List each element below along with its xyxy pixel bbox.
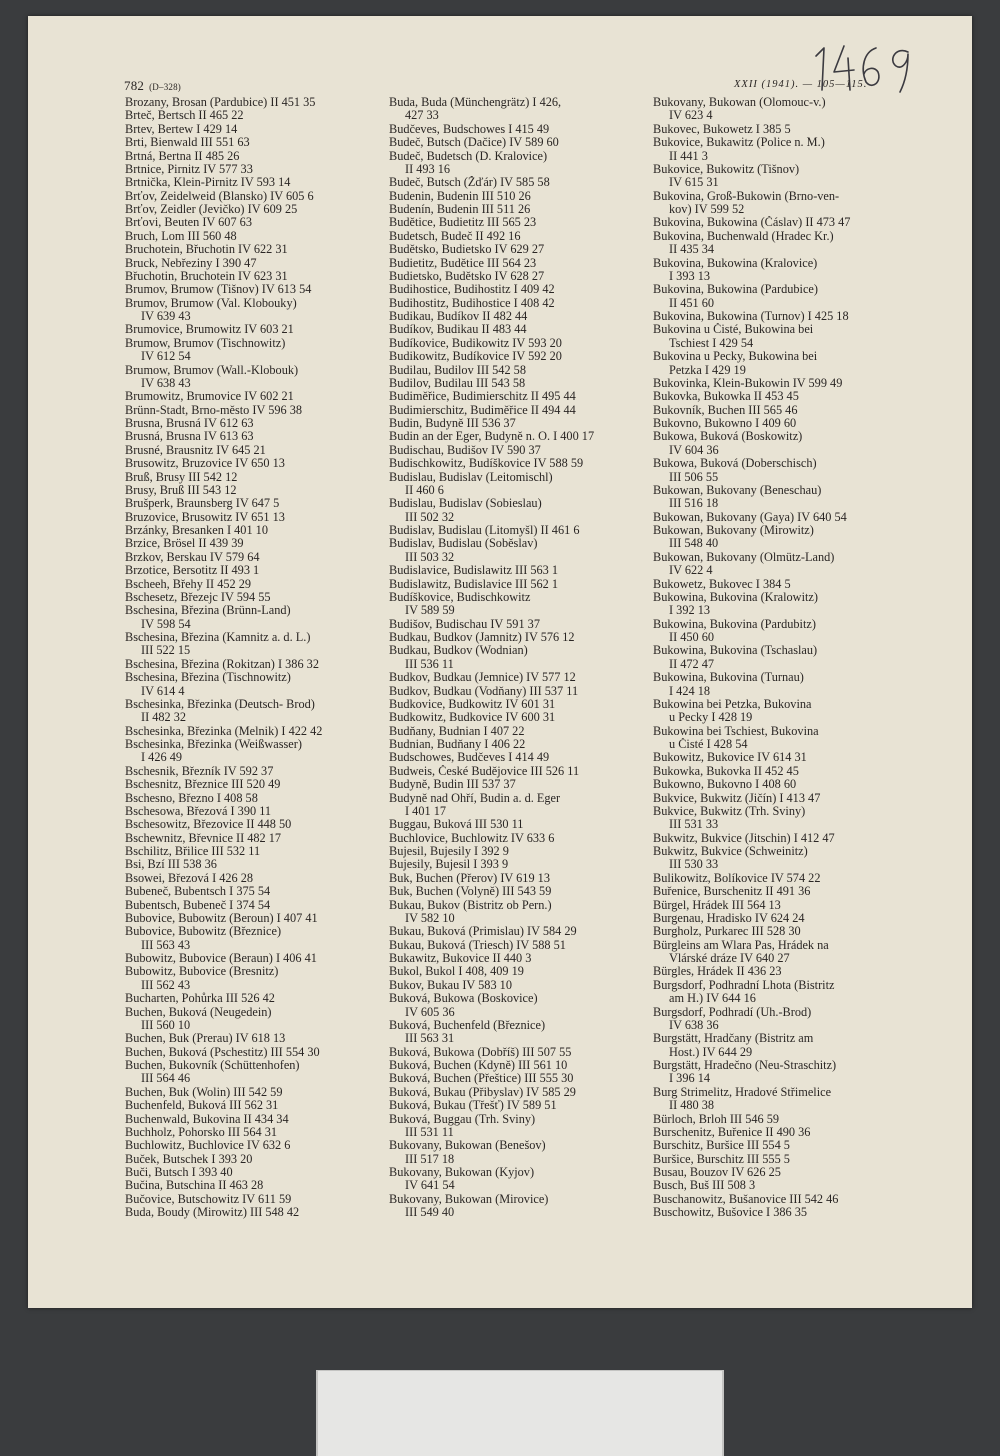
index-entry: Bukovina u Pecky, Bukowina bei: [653, 350, 818, 364]
index-entry-continuation: III 531 11: [405, 1125, 454, 1139]
index-entry: Bukovina, Bukowina (Turnov) I 425 18: [653, 310, 849, 323]
index-entry-continuation: u Čisté I 428 54: [669, 738, 748, 751]
index-entry-continuation: II 480 38: [669, 1099, 715, 1113]
index-entry: Brusowitz, Bruzovice IV 650 13: [125, 457, 285, 471]
index-entry: Bubovice, Bubowitz (Beroun) I 407 41: [125, 911, 318, 925]
index-entry: Bürgleins am Wlara Pas, Hrádek na: [653, 938, 829, 952]
index-entry: Budilau, Budilov III 542 58: [389, 363, 526, 377]
index-entry-continuation: Tschiest I 429 54: [669, 336, 754, 350]
index-entry-continuation: kov) IV 599 52: [669, 203, 745, 216]
index-entry: Buková, Bukau (Přibyslav) IV 585 29: [389, 1085, 576, 1099]
index-entry: Brumovice, Brumowitz IV 603 21: [125, 323, 294, 337]
index-entry-continuation: IV 605 36: [405, 1005, 455, 1019]
index-entry: Budischau, Budišov IV 590 37: [389, 443, 541, 457]
index-entry-continuation: IV 638 36: [669, 1018, 719, 1032]
index-entry: Budin, Budyně III 536 37: [389, 417, 516, 430]
index-entry: Burgstätt, Hradečno (Neu-Straschitz): [653, 1059, 837, 1072]
index-entry: Buchen, Buková (Pschestitz) III 554 30: [125, 1045, 320, 1059]
index-entry: Burgholz, Purkarec III 528 30: [653, 925, 801, 939]
index-entry: Brťovi, Beuten IV 607 63: [125, 216, 252, 230]
index-entry: Bruß, Brusy III 542 12: [125, 470, 238, 484]
index-entry-continuation: IV 614 4: [141, 684, 185, 698]
index-entry: Buková, Buchenfeld (Březnice): [389, 1018, 546, 1032]
index-entry-continuation: III 530 33: [669, 858, 719, 872]
index-entry-continuation: III 563 31: [405, 1032, 455, 1046]
index-entry: Bschesnik, Březník IV 592 37: [125, 764, 274, 778]
index-entry: Buková, Buchen (Kdyně) III 561 10: [389, 1059, 568, 1072]
index-entry-continuation: II 460 6: [405, 483, 444, 497]
index-entry-continuation: III 563 43: [141, 938, 191, 952]
index-entry: Budihostice, Budihostitz I 409 42: [389, 283, 555, 297]
index-entry: Brti, Bienwald III 551 63: [125, 136, 250, 150]
index-entry: Bukovník, Buchen III 565 46: [653, 403, 798, 417]
index-entry: Bukol, Bukol I 408, 409 19: [389, 965, 524, 979]
index-entry: Budiměřice, Budimierschitz II 495 44: [389, 390, 576, 404]
index-entry: Buchholz, Pohorsko III 564 31: [125, 1125, 277, 1139]
index-entry: Bscheeh, Břehy II 452 29: [125, 577, 252, 591]
index-entry-continuation: IV 638 43: [141, 376, 191, 390]
index-entry: Bukovec, Bukowetz I 385 5: [653, 122, 791, 136]
index-entry-continuation: III 531 33: [669, 818, 719, 832]
index-entry: Bujesily, Bujesil I 393 9: [389, 858, 509, 872]
index-entry: Budislav, Budislau (Litomyšl) II 461 6: [389, 524, 580, 537]
index-entry: Budkov, Budkau (Jemnice) IV 577 12: [389, 671, 576, 685]
index-entry: Brťov, Zeidelweid (Blansko) IV 605 6: [125, 189, 314, 203]
index-entry-continuation: IV 615 31: [669, 176, 719, 190]
index-entry-continuation: III 517 18: [405, 1152, 455, 1166]
index-entry: Bürgles, Hrádek II 436 23: [653, 965, 782, 979]
index-entry: Burgstätt, Hradčany (Bistritz am: [653, 1032, 814, 1046]
index-entry: Bukovina, Bukowina (Čáslav) II 473 47: [653, 216, 851, 230]
index-entry: Bučina, Butschina II 463 28: [125, 1179, 264, 1193]
index-entry: Bschesowitz, Březovice II 448 50: [125, 818, 292, 832]
index-entry: Bukwitz, Bukvice (Schweinitz): [653, 845, 808, 858]
index-entry: Brteč, Bertsch II 465 22: [125, 109, 244, 123]
index-entry: Bukovice, Bukawitz (Police n. M.): [653, 136, 825, 150]
index-entry: Bukovina, Bukowina (Kralovice): [653, 256, 818, 270]
index-entry: Budišov, Budischau IV 591 37: [389, 617, 540, 631]
index-entry: Budislavice, Budislawitz III 563 1: [389, 564, 559, 578]
index-entry: Brtná, Bertna II 485 26: [125, 149, 240, 163]
index-entry: Brusná, Brusna IV 613 63: [125, 430, 254, 444]
index-entry: Brumowitz, Brumovice IV 602 21: [125, 390, 294, 404]
index-entry: Budyně, Budin III 537 37: [389, 778, 516, 792]
index-entry: Brusna, Brusná IV 612 63: [125, 417, 254, 430]
index-entry: Burg Strimelitz, Hradové Střimelice: [653, 1085, 832, 1099]
index-entry-continuation: II 493 16: [405, 162, 451, 176]
index-entry: Budňany, Budnian I 407 22: [389, 724, 525, 738]
index-entry: Bukovka, Bukowka II 453 45: [653, 390, 799, 404]
page-number-header: 782 (D–328): [124, 78, 182, 93]
index-entry: Brumov, Brumow (Val. Klobouky): [125, 296, 297, 310]
index-entry: Brzice, Brösel II 439 39: [125, 537, 244, 551]
index-entry: Brušperk, Braunsberg IV 647 5: [125, 497, 280, 511]
index-entry: Buček, Butschek I 393 20: [125, 1152, 253, 1166]
index-entry: Budweis, České Budějovice III 526 11: [389, 764, 580, 778]
index-entry: Bukowina, Bukovina (Tschaslau): [653, 644, 818, 658]
index-entry: Bukau, Buková (Triesch) IV 588 51: [389, 938, 566, 952]
index-entry-continuation: Vlárské dráze IV 640 27: [669, 952, 790, 965]
index-column-3: [653, 96, 908, 1220]
index-entry-continuation: II 450 60: [669, 631, 715, 644]
index-entry: Bukovice, Bukowitz (Tišnov): [653, 162, 800, 176]
index-entry: Bschesetz, Březejc IV 594 55: [125, 590, 271, 604]
index-entry: Buschowitz, Bušovice I 386 35: [653, 1206, 808, 1220]
index-entry: Bukowan, Bukovany (Mirowitz): [653, 524, 814, 537]
index-entry: Buková, Buchen (Přeštice) III 555 30: [389, 1072, 574, 1086]
index-entry: Budeč, Butsch (Žďár) IV 585 58: [389, 176, 550, 190]
index-entry: Brusy, Bruß III 543 12: [125, 483, 237, 497]
index-entry-continuation: III 503 32: [405, 550, 455, 564]
index-entry: Budislav, Budislau (Soběslav): [389, 537, 538, 551]
index-entry: Budislawitz, Budislavice III 562 1: [389, 577, 559, 591]
index-entry: Bukovany, Bukowan (Benešov): [389, 1139, 546, 1153]
index-entry: Budschowes, Budčeves I 414 49: [389, 751, 550, 765]
index-entry: Budenín, Budenin III 511 26: [389, 203, 531, 216]
index-entry: Bukau, Buková (Primislau) IV 584 29: [389, 925, 577, 939]
scan-bottom-card: [318, 1371, 722, 1456]
index-entry: Bukovina, Groß-Bukowin (Brno-ven-: [653, 189, 840, 203]
index-entry: Bulikowitz, Bolíkovice IV 574 22: [653, 871, 821, 885]
index-entry: Busch, Buš III 508 3: [653, 1179, 756, 1193]
index-entry-continuation: I 393 13: [669, 269, 710, 283]
index-entry: Bukowan, Bukovany (Gaya) IV 640 54: [653, 510, 847, 524]
index-entry: Bukowa, Buková (Doberschisch): [653, 457, 817, 471]
index-entry: Budetsch, Budeč II 492 16: [389, 229, 521, 243]
index-entry-continuation: IV 639 43: [141, 310, 191, 323]
index-entry-continuation: 427 33: [405, 109, 439, 123]
index-entry: Bsi, Bzí III 538 36: [125, 858, 217, 872]
index-entry: Bschesowa, Březová I 390 11: [125, 804, 272, 818]
index-entry: Buda, Boudy (Mirowitz) III 548 42: [125, 1206, 300, 1220]
index-entry: Budčeves, Budschowes I 415 49: [389, 122, 550, 136]
index-entry: Buková, Buggau (Trh. Sviny): [389, 1112, 536, 1126]
index-entry: Budětice, Budietitz III 565 23: [389, 216, 537, 230]
index-entry: Buková, Bukowa (Dobříš) III 507 55: [389, 1045, 572, 1059]
index-entry: Bubowitz, Bubovice (Beraun) I 406 41: [125, 952, 317, 965]
index-entry: Bukowetz, Bukovec I 384 5: [653, 577, 791, 591]
index-entry: Brtnička, Klein-Pirnitz IV 593 14: [125, 176, 291, 190]
index-entry: Buk, Buchen (Volyně) III 543 59: [389, 885, 552, 899]
index-entry: Budyně nad Ohří, Budin a. d. Eger: [389, 791, 561, 805]
index-entry: Bukowina, Bukovina (Pardubitz): [653, 617, 816, 631]
index-entry-continuation: Petzka I 429 19: [669, 363, 746, 377]
index-entry: Buchenwald, Bukovina II 434 34: [125, 1112, 289, 1126]
index-column-1: [125, 96, 365, 1220]
index-entry: Bukowka, Bukovka II 452 45: [653, 764, 799, 778]
index-entry-continuation: IV 589 59: [405, 604, 455, 618]
index-entry-continuation: Host.) IV 644 29: [669, 1045, 753, 1059]
index-entry: Brzotice, Bersotitz II 493 1: [125, 564, 260, 578]
index-entry: Brozany, Brosan (Pardubice) II 451 35: [125, 96, 316, 109]
index-entry: Budislau, Budislav (Sobieslau): [389, 497, 542, 511]
index-entry: Buchenfeld, Buková III 562 31: [125, 1099, 279, 1113]
index-entry: Bukovno, Bukowno I 409 60: [653, 417, 797, 430]
index-entry: Budimierschitz, Budiměřice II 494 44: [389, 403, 576, 417]
index-entry: Bukowan, Bukovany (Olmütz-Land): [653, 550, 835, 564]
index-entry-continuation: III 502 32: [405, 510, 455, 524]
index-entry: Bschesinka, Březinka (Deutsch- Brod): [125, 697, 315, 711]
index-entry: Bukawitz, Bukovice II 440 3: [389, 952, 532, 965]
index-entry-continuation: III 564 46: [141, 1072, 191, 1086]
index-entry: Bschewnitz, Břevnice II 482 17: [125, 831, 282, 845]
index-entry: Bruck, Nebřeziny I 390 47: [125, 256, 257, 270]
index-entry: Bukowitz, Bukovice IV 614 31: [653, 751, 807, 765]
index-entry: Bukowno, Bukovno I 408 60: [653, 778, 797, 792]
index-entry-continuation: am H.) IV 644 16: [669, 992, 756, 1006]
index-entry: Buková, Bukau (Třešť) IV 589 51: [389, 1099, 557, 1113]
index-entry: Bschesinka, Březinka (Weißwasser): [125, 738, 302, 751]
index-entry: Bukowan, Bukovany (Beneschau): [653, 483, 822, 497]
index-entry: Brumov, Brumow (Tišnov) IV 613 54: [125, 283, 312, 297]
index-entry: Brzánky, Bresanken I 401 10: [125, 524, 268, 537]
index-entry: Brťov, Zeidler (Jevičko) IV 609 25: [125, 203, 298, 216]
index-entry-continuation: III 536 11: [405, 657, 454, 671]
index-entry: Budeč, Butsch (Dačice) IV 589 60: [389, 136, 559, 150]
index-entry: Buršice, Burschitz III 555 5: [653, 1152, 790, 1166]
index-entry: Bukovina, Bukowina (Pardubice): [653, 283, 818, 297]
index-entry: Buchen, Buk (Prerau) IV 618 13: [125, 1032, 286, 1046]
index-entry: Budilov, Budilau III 543 58: [389, 376, 526, 390]
index-entry-continuation: IV 598 54: [141, 617, 191, 631]
index-entry: Buschanowitz, Bušanovice III 542 46: [653, 1192, 839, 1206]
index-entry: Brumow, Brumov (Tischnowitz): [125, 336, 286, 350]
index-entry: Budislau, Budislav (Leitomischl): [389, 470, 553, 484]
index-entry: Burgenau, Hradisko IV 624 24: [653, 911, 805, 925]
index-entry: Bubovice, Bubowitz (Březnice): [125, 925, 282, 939]
index-entry: Bučovice, Butschowitz IV 611 59: [125, 1192, 292, 1206]
index-entry: Budietsko, Budětsko IV 628 27: [389, 269, 545, 283]
index-entry-continuation: III 562 43: [141, 978, 191, 992]
index-entry: Bürloch, Brloh III 546 59: [653, 1112, 780, 1126]
index-entry: Brumow, Brumov (Wall.-Klobouk): [125, 363, 299, 377]
index-entry-continuation: IV 604 36: [669, 443, 719, 457]
index-entry: Bubowitz, Bubovice (Bresnitz): [125, 965, 279, 979]
index-entry: Bukvice, Bukwitz (Jičín) I 413 47: [653, 791, 821, 805]
index-entry: Bukovany, Bukowan (Kyjov): [389, 1166, 535, 1179]
index-entry: Bürgel, Hrádek III 564 13: [653, 898, 781, 912]
index-entry: Budětsko, Budietsko IV 629 27: [389, 243, 545, 257]
index-entry: Buk, Buchen (Přerov) IV 619 13: [389, 871, 550, 885]
index-entry: Bubeneč, Bubentsch I 375 54: [125, 885, 271, 899]
index-entry: Brtev, Bertew I 429 14: [125, 122, 238, 136]
index-entry: Buchen, Buk (Wolin) III 542 59: [125, 1085, 283, 1099]
index-entry: Budin an der Eger, Budyně n. O. I 400 17: [389, 430, 595, 444]
index-entry: Buggau, Buková III 530 11: [389, 818, 524, 832]
index-entry-continuation: II 472 47: [669, 657, 715, 671]
index-entry-continuation: III 516 18: [669, 497, 719, 511]
index-entry-continuation: II 435 34: [669, 243, 715, 257]
index-entry: Bschesno, Březno I 408 58: [125, 791, 258, 805]
index-entry: Budkau, Budkov (Jamnitz) IV 576 12: [389, 631, 575, 644]
index-entry-continuation: I 426 49: [141, 751, 182, 765]
index-entry: Budischkowitz, Budíškovice IV 588 59: [389, 457, 584, 471]
index-entry: Bsowei, Březová I 426 28: [125, 871, 254, 885]
index-entry: Buda, Buda (Münchengrätz) I 426,: [389, 96, 562, 109]
index-entry: Bschesina, Březina (Brünn-Land): [125, 604, 291, 618]
index-entry: Bukowina, Bukovina (Kralowitz): [653, 590, 818, 604]
index-entry: Bschesnitz, Březnice III 520 49: [125, 778, 281, 792]
index-entry-continuation: II 482 32: [141, 711, 187, 725]
index-entry: Bruzovice, Brusowitz IV 651 13: [125, 510, 285, 524]
index-entry: Budikowitz, Budíkovice IV 592 20: [389, 350, 562, 364]
index-entry: Budnian, Budňany I 406 22: [389, 738, 526, 751]
index-entry: Burgsdorf, Podhradí (Uh.-Brod): [653, 1005, 812, 1019]
index-entry: Bukovina, Buchenwald (Hradec Kr.): [653, 229, 834, 243]
index-entry-continuation: IV 582 10: [405, 911, 455, 925]
index-entry: Burschenitz, Buřenice II 490 36: [653, 1125, 811, 1139]
index-entry: Bukwitz, Bukvice (Jitschin) I 412 47: [653, 831, 835, 845]
index-entry: Břuchotin, Bruchotein IV 623 31: [125, 269, 288, 283]
index-entry: Bujesil, Bujesily I 392 9: [389, 845, 509, 858]
index-entry: Brusné, Brausnitz IV 645 21: [125, 443, 266, 457]
index-entry: Burgsdorf, Podhradní Lhota (Bistritz: [653, 978, 835, 992]
index-entry: Budíkovice, Budikowitz IV 593 20: [389, 336, 562, 350]
index-entry: Bucharten, Pohůrka III 526 42: [125, 992, 275, 1006]
index-entry: Buchen, Bukovník (Schüttenhofen): [125, 1059, 300, 1072]
index-entry: Burschitz, Buršice III 554 5: [653, 1139, 790, 1153]
index-entry-continuation: IV 641 54: [405, 1179, 455, 1193]
index-entry: Buřenice, Burschenitz II 491 36: [653, 885, 811, 899]
index-entry: Budkau, Budkov (Wodnian): [389, 644, 528, 658]
index-entry-continuation: I 424 18: [669, 684, 710, 698]
index-entry: Bukovinka, Klein-Bukowin IV 599 49: [653, 376, 843, 390]
index-entry: Bschesina, Březina (Rokitzan) I 386 32: [125, 657, 319, 671]
index-entry: Bschesinka, Březinka (Melnik) I 422 42: [125, 724, 323, 738]
index-entry-continuation: III 560 10: [141, 1018, 191, 1032]
index-entry-continuation: III 506 55: [669, 470, 719, 484]
index-entry: Brünn-Stadt, Brno-město IV 596 38: [125, 403, 303, 417]
index-entry-continuation: III 549 40: [405, 1206, 455, 1220]
index-entry: Bukowina, Bukovina (Turnau): [653, 671, 804, 685]
index-entry: Budíkov, Budikau II 483 44: [389, 323, 527, 337]
index-entry: Buchlowitz, Buchlovice IV 632 6: [125, 1139, 291, 1153]
index-entry: Buchlovice, Buchlowitz IV 633 6: [389, 831, 555, 845]
index-entry: Budenin, Budenin III 510 26: [389, 189, 531, 203]
index-entry: Budíškovice, Budischkowitz: [389, 590, 531, 604]
scanned-page: [28, 16, 972, 1308]
index-entry-continuation: II 441 3: [669, 149, 708, 163]
index-entry: Buková, Bukowa (Boskovice): [389, 992, 538, 1006]
index-entry-continuation: IV 612 54: [141, 350, 191, 364]
index-entry-continuation: II 451 60: [669, 296, 715, 310]
index-entry-continuation: I 401 17: [405, 804, 446, 818]
index-entry-continuation: u Pecky I 428 19: [669, 711, 753, 725]
index-entry: Bukvice, Bukwitz (Trh. Sviny): [653, 804, 806, 818]
index-entry: Bukovany, Bukowan (Olomouc-v.): [653, 96, 826, 109]
index-entry-continuation: III 548 40: [669, 537, 719, 551]
index-entry: Bschilitz, Břilice III 532 11: [125, 845, 261, 858]
index-entry: Buči, Butsch I 393 40: [125, 1166, 233, 1179]
index-entry: Budkowitz, Budkovice IV 600 31: [389, 711, 556, 725]
index-entry: Budeč, Budetsch (D. Kralovice): [389, 149, 548, 163]
index-entry: Bukov, Bukau IV 583 10: [389, 978, 512, 992]
index-entry: Bukovany, Bukowan (Mirovice): [389, 1192, 549, 1206]
index-entry-continuation: III 522 15: [141, 644, 191, 658]
index-entry: Bschesina, Březina (Kamnitz a. d. L.): [125, 631, 311, 644]
index-entry-continuation: IV 622 4: [669, 564, 713, 578]
index-column-2: [389, 96, 639, 1220]
index-entry: Budkovice, Budkowitz IV 601 31: [389, 697, 556, 711]
index-entry: Budkov, Budkau (Vodňany) III 537 11: [389, 684, 579, 698]
index-entry: Budietitz, Budětice III 564 23: [389, 256, 537, 270]
volume-header: XXII (1941). — 105—115.: [734, 79, 868, 90]
index-entry: Budikau, Budíkov II 482 44: [389, 310, 528, 323]
index-entry: Bruch, Lom III 560 48: [125, 229, 237, 243]
index-entry: Buchen, Buková (Neugedein): [125, 1005, 272, 1019]
index-entry-continuation: IV 623 4: [669, 109, 713, 123]
index-entry: Bukovina u Čisté, Bukowina bei: [653, 323, 814, 337]
index-entry: Bschesina, Březina (Tischnowitz): [125, 671, 291, 685]
index-entry: Brtnice, Pirnitz IV 577 33: [125, 162, 253, 176]
index-entry: Busau, Bouzov IV 626 25: [653, 1166, 781, 1179]
index-entry: Bubentsch, Bubeneč I 374 54: [125, 898, 271, 912]
index-entry: Bruchotein, Břuchotin IV 622 31: [125, 243, 288, 257]
index-entry: Bukau, Bukov (Bistritz ob Pern.): [389, 898, 552, 912]
index-entry: Bukowa, Buková (Boskowitz): [653, 430, 803, 444]
index-entry: Budihostitz, Budihostice I 408 42: [389, 296, 555, 310]
index-entry-continuation: I 396 14: [669, 1072, 710, 1086]
index-entry-continuation: I 392 13: [669, 604, 710, 618]
index-entry: Bukowina bei Tschiest, Bukovina: [653, 724, 819, 738]
index-entry: Brzkov, Berskau IV 579 64: [125, 550, 260, 564]
index-entry: Bukowina bei Petzka, Bukovina: [653, 697, 812, 711]
